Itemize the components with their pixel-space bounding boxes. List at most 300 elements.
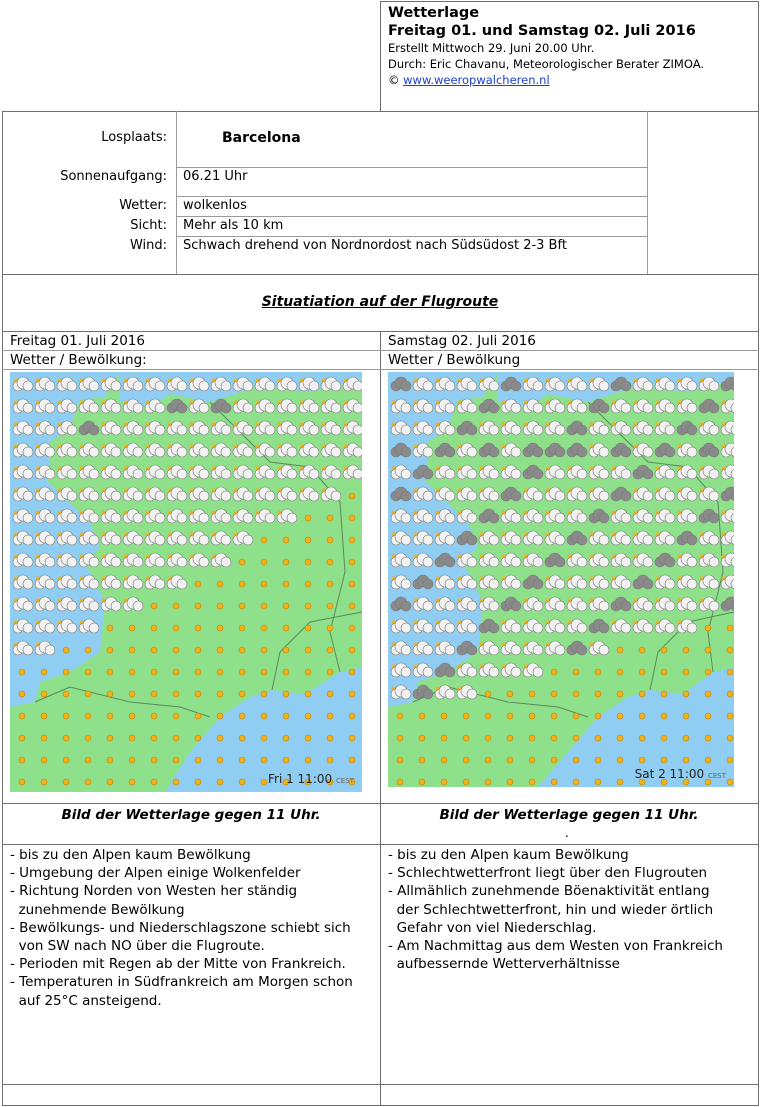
sun-icon — [441, 779, 447, 785]
sun-icon — [327, 625, 333, 631]
sun-icon — [485, 735, 491, 741]
sun-icon — [661, 647, 667, 653]
sun-icon — [705, 669, 711, 675]
sun-icon — [129, 647, 135, 653]
sun-icon — [283, 559, 289, 565]
header-author: Durch: Eric Chavanu, Meteorologischer Berater ZIMOA. — [388, 57, 705, 71]
day2-caption-extra: . — [565, 826, 569, 840]
sun-icon — [639, 691, 645, 697]
sun-icon — [463, 713, 469, 719]
sun-icon — [349, 559, 355, 565]
bullet-line: - Richtung Norden von Westen her ständig — [10, 883, 298, 900]
sun-icon — [173, 757, 179, 763]
sun-icon — [727, 713, 733, 719]
sun-icon — [529, 735, 535, 741]
sun-icon — [283, 537, 289, 543]
sun-icon — [217, 757, 223, 763]
sun-icon — [195, 669, 201, 675]
sun-icon — [441, 735, 447, 741]
sun-icon — [283, 647, 289, 653]
sun-icon — [463, 757, 469, 763]
sun-icon — [639, 669, 645, 675]
sun-icon — [617, 713, 623, 719]
column-divider — [380, 331, 381, 1106]
sun-icon — [639, 735, 645, 741]
sun-icon — [129, 757, 135, 763]
sun-icon — [617, 691, 623, 697]
sun-icon — [327, 691, 333, 697]
day1-date: Freitag 01. Juli 2016 — [10, 333, 145, 349]
sun-icon — [595, 691, 601, 697]
sun-icon — [485, 757, 491, 763]
sun-icon — [151, 757, 157, 763]
header-border-left — [380, 1, 381, 111]
info-label-sonnenaufgang: Sonnenaufgang: — [60, 169, 167, 184]
sun-icon — [727, 691, 733, 697]
sun-icon — [217, 581, 223, 587]
sun-icon — [529, 691, 535, 697]
sun-icon — [129, 779, 135, 785]
bullet-line: - bis zu den Alpen kaum Bewölkung — [388, 847, 629, 863]
sun-icon — [661, 713, 667, 719]
bullet-line: - Schlechtwetterfront liegt über den Flugrouten — [388, 865, 708, 882]
sun-icon — [305, 515, 311, 521]
sun-icon — [41, 713, 47, 719]
sun-icon — [727, 735, 733, 741]
sun-icon — [705, 625, 711, 631]
bullet-line: - bis zu den Alpen kaum Bewölkung — [10, 847, 251, 863]
header-border-top — [380, 1, 759, 2]
sun-icon — [485, 713, 491, 719]
sun-icon — [661, 757, 667, 763]
info-label-losplaats: Losplaats: — [101, 130, 167, 145]
bullet-line: - Perioden mit Regen ab der Mitte von Frankreich. — [10, 956, 346, 973]
sun-icon — [239, 669, 245, 675]
sun-icon — [261, 647, 267, 653]
map-friday-timestamp — [268, 772, 354, 786]
website-link[interactable]: www.weeropwalcheren.nl — [403, 73, 550, 87]
map-saturday-tz: CEST — [707, 772, 726, 780]
captions-border-top — [2, 803, 759, 804]
info-divider-v2 — [647, 111, 648, 275]
sun-icon — [283, 603, 289, 609]
sun-icon — [85, 713, 91, 719]
sun-icon — [441, 757, 447, 763]
sun-icon — [261, 581, 267, 587]
sun-icon — [327, 757, 333, 763]
cloud-icon — [721, 399, 734, 413]
sun-icon — [129, 735, 135, 741]
cloud-icon — [721, 509, 734, 523]
bullet-line: der Schlechtwetterfront, hin und wieder örtlich — [388, 901, 714, 918]
sun-icon — [305, 559, 311, 565]
sun-icon — [85, 757, 91, 763]
sun-icon — [151, 779, 157, 785]
sun-icon — [573, 757, 579, 763]
sun-icon — [63, 735, 69, 741]
sun-icon — [261, 779, 267, 785]
sun-icon — [551, 779, 557, 785]
sun-icon — [683, 757, 689, 763]
sun-icon — [261, 669, 267, 675]
sun-icon — [41, 757, 47, 763]
sun-icon — [573, 669, 579, 675]
sun-icon — [239, 647, 245, 653]
sun-icon — [349, 581, 355, 587]
info-line — [176, 167, 647, 168]
sun-icon — [217, 647, 223, 653]
sun-icon — [727, 647, 733, 653]
sun-icon — [617, 779, 623, 785]
sun-icon — [217, 691, 223, 697]
sun-icon — [349, 537, 355, 543]
day2-subhead: Wetter / Bewölkung — [388, 352, 521, 368]
sun-icon — [151, 713, 157, 719]
sun-icon — [85, 735, 91, 741]
sun-icon — [283, 625, 289, 631]
sun-icon — [595, 735, 601, 741]
sun-icon — [463, 779, 469, 785]
bullet-line: aufbessernde Wetterverhältnisse — [388, 956, 620, 973]
bullet-line: - Bewölkungs- und Niederschlagszone schiebt sich — [10, 919, 351, 936]
sun-icon — [485, 691, 491, 697]
sun-icon — [173, 691, 179, 697]
sun-icon — [19, 669, 25, 675]
sun-icon — [19, 735, 25, 741]
header-copyright — [388, 72, 756, 88]
info-value-wetter: wolkenlos — [183, 198, 247, 213]
sun-icon — [705, 647, 711, 653]
map-friday-tz: CEST — [335, 777, 354, 785]
cloud-icon — [721, 443, 734, 457]
info-value-wind: Schwach drehend von Nordnordost nach Südsüdost 2-3 Bft — [183, 238, 567, 253]
sun-icon — [727, 669, 733, 675]
sun-icon — [573, 713, 579, 719]
sun-icon — [239, 713, 245, 719]
sun-icon — [63, 647, 69, 653]
sun-icon — [107, 757, 113, 763]
info-line — [176, 196, 647, 197]
sun-icon — [529, 757, 535, 763]
bullet-line: auf 25°C ansteigend. — [10, 992, 162, 1009]
info-border-top — [2, 111, 759, 112]
sun-icon — [305, 757, 311, 763]
weather-map-friday-graphic — [10, 372, 362, 792]
bullet-line: - Temperaturen in Südfrankreich am Morgen schon — [10, 974, 353, 991]
cloud-icon — [721, 575, 734, 589]
weather-map-friday — [10, 372, 362, 792]
sun-icon — [705, 735, 711, 741]
sun-icon — [639, 757, 645, 763]
info-label-wind: Wind: — [129, 238, 167, 253]
sun-icon — [327, 559, 333, 565]
info-value-sonnenaufgang: 06.21 Uhr — [183, 169, 248, 184]
sun-icon — [397, 713, 403, 719]
sun-icon — [551, 713, 557, 719]
cloud-icon — [721, 531, 734, 545]
sun-icon — [217, 735, 223, 741]
sun-icon — [419, 757, 425, 763]
sun-icon — [617, 669, 623, 675]
sun-icon — [239, 625, 245, 631]
sun-icon — [507, 691, 513, 697]
sun-icon — [195, 735, 201, 741]
sun-icon — [283, 669, 289, 675]
sun-icon — [305, 581, 311, 587]
sun-icon — [217, 625, 223, 631]
sun-icon — [283, 691, 289, 697]
sun-icon — [595, 713, 601, 719]
sun-icon — [661, 691, 667, 697]
copyright-symbol: © — [388, 73, 400, 87]
sun-icon — [217, 603, 223, 609]
sun-icon — [63, 691, 69, 697]
columns-line — [2, 350, 759, 351]
header-title: Wetterlage — [388, 5, 480, 21]
sun-icon — [639, 713, 645, 719]
sun-icon — [239, 735, 245, 741]
sun-icon — [283, 713, 289, 719]
sun-icon — [195, 757, 201, 763]
sun-icon — [283, 735, 289, 741]
sun-icon — [529, 779, 535, 785]
sun-icon — [129, 625, 135, 631]
sun-icon — [173, 603, 179, 609]
sun-icon — [261, 735, 267, 741]
sun-icon — [551, 757, 557, 763]
sun-icon — [151, 735, 157, 741]
sun-icon — [129, 691, 135, 697]
sun-icon — [349, 735, 355, 741]
sun-icon — [195, 647, 201, 653]
sun-icon — [705, 691, 711, 697]
sun-icon — [41, 669, 47, 675]
cloud-icon — [721, 421, 734, 435]
sun-icon — [639, 647, 645, 653]
sun-icon — [151, 625, 157, 631]
sun-icon — [305, 691, 311, 697]
sun-icon — [305, 603, 311, 609]
route-section-title: Situatiation auf der Flugroute — [261, 294, 499, 310]
sun-icon — [551, 691, 557, 697]
sun-icon — [397, 735, 403, 741]
sun-icon — [217, 779, 223, 785]
sun-icon — [63, 669, 69, 675]
cloud-icon — [721, 553, 734, 567]
columns-line — [2, 369, 759, 370]
header-block — [388, 4, 756, 88]
sun-icon — [173, 669, 179, 675]
day2-date: Samstag 02. Juli 2016 — [388, 333, 536, 349]
sun-icon — [419, 735, 425, 741]
bullet-line: zunehmende Bewölkung — [10, 901, 185, 918]
sun-icon — [349, 713, 355, 719]
sun-icon — [261, 559, 267, 565]
sun-icon — [349, 603, 355, 609]
sun-icon — [85, 647, 91, 653]
sun-icon — [327, 713, 333, 719]
sun-icon — [349, 493, 355, 499]
info-value-losplaats: Barcelona — [222, 130, 301, 146]
sun-icon — [41, 691, 47, 697]
sun-icon — [85, 691, 91, 697]
sun-icon — [107, 691, 113, 697]
sun-icon — [195, 779, 201, 785]
sun-icon — [661, 669, 667, 675]
day1-bullets — [10, 846, 376, 1010]
info-line — [176, 236, 647, 237]
sun-icon — [261, 603, 267, 609]
weather-map-saturday-graphic — [388, 372, 734, 787]
sun-icon — [683, 647, 689, 653]
sun-icon — [173, 625, 179, 631]
sun-icon — [41, 735, 47, 741]
sun-icon — [63, 779, 69, 785]
sun-icon — [173, 647, 179, 653]
sun-icon — [683, 735, 689, 741]
sun-icon — [305, 713, 311, 719]
sun-icon — [195, 691, 201, 697]
info-label-sicht: Sicht: — [130, 218, 167, 233]
sun-icon — [305, 735, 311, 741]
sun-icon — [595, 757, 601, 763]
sun-icon — [349, 669, 355, 675]
sun-icon — [705, 713, 711, 719]
sun-icon — [683, 691, 689, 697]
sun-icon — [305, 669, 311, 675]
sun-icon — [129, 713, 135, 719]
info-line — [176, 216, 647, 217]
info-value-sicht: Mehr als 10 km — [183, 218, 284, 233]
sun-icon — [551, 735, 557, 741]
sun-icon — [195, 625, 201, 631]
sun-icon — [283, 581, 289, 587]
sun-icon — [239, 603, 245, 609]
day2-bullets — [388, 846, 754, 973]
sun-icon — [19, 757, 25, 763]
sun-icon — [239, 559, 245, 565]
sun-icon — [107, 779, 113, 785]
sun-icon — [151, 647, 157, 653]
sun-icon — [573, 691, 579, 697]
sun-icon — [507, 713, 513, 719]
bullets-border-bottom — [2, 1084, 759, 1085]
sun-icon — [19, 779, 25, 785]
info-label-wetter: Wetter: — [119, 198, 167, 213]
sun-icon — [239, 757, 245, 763]
sun-icon — [485, 779, 491, 785]
sun-icon — [41, 779, 47, 785]
sun-icon — [107, 735, 113, 741]
sun-icon — [573, 779, 579, 785]
sun-icon — [463, 735, 469, 741]
sun-icon — [305, 537, 311, 543]
sun-icon — [349, 647, 355, 653]
sun-icon — [419, 713, 425, 719]
page-border-right — [758, 1, 759, 1106]
sun-icon — [573, 735, 579, 741]
sun-icon — [107, 647, 113, 653]
page-border-bottom — [2, 1105, 759, 1106]
day1-subhead: Wetter / Bewölkung: — [10, 352, 147, 368]
sun-icon — [85, 779, 91, 785]
sun-icon — [349, 625, 355, 631]
sun-icon — [261, 625, 267, 631]
sun-icon — [173, 779, 179, 785]
sun-icon — [617, 757, 623, 763]
sun-icon — [327, 735, 333, 741]
sun-icon — [507, 779, 513, 785]
map-saturday-timestamp — [635, 767, 726, 781]
sun-icon — [661, 735, 667, 741]
sun-icon — [327, 603, 333, 609]
sun-icon — [349, 757, 355, 763]
weather-map-saturday — [388, 372, 734, 787]
header-subtitle: Freitag 01. und Samstag 02. Juli 2016 — [388, 23, 696, 39]
sun-icon — [261, 713, 267, 719]
day1-caption: Bild der Wetterlage gegen 11 Uhr. — [61, 807, 321, 823]
sun-icon — [151, 669, 157, 675]
sun-icon — [507, 757, 513, 763]
sun-icon — [327, 515, 333, 521]
sun-icon — [173, 735, 179, 741]
map-friday-time: Fri 1 11:00 — [267, 772, 333, 786]
sun-icon — [261, 691, 267, 697]
sun-icon — [283, 757, 289, 763]
map-saturday-time: Sat 2 11:00 — [634, 767, 705, 781]
sun-icon — [239, 779, 245, 785]
sun-icon — [151, 691, 157, 697]
sun-icon — [195, 603, 201, 609]
sun-icon — [683, 669, 689, 675]
sun-icon — [595, 779, 601, 785]
sun-icon — [551, 669, 557, 675]
sun-icon — [397, 757, 403, 763]
sun-icon — [727, 625, 733, 631]
sun-icon — [261, 757, 267, 763]
sun-icon — [217, 713, 223, 719]
sun-icon — [327, 581, 333, 587]
sun-icon — [19, 691, 25, 697]
header-created: Erstellt Mittwoch 29. Juni 20.00 Uhr. — [388, 41, 595, 55]
sun-icon — [327, 647, 333, 653]
bullet-line: - Allmählich zunehmende Böenaktivität entlang — [388, 883, 710, 900]
sun-icon — [419, 779, 425, 785]
day2-caption: Bild der Wetterlage gegen 11 Uhr. — [439, 807, 699, 823]
info-divider-v — [176, 111, 177, 275]
sun-icon — [261, 537, 267, 543]
sun-icon — [107, 713, 113, 719]
sun-icon — [327, 669, 333, 675]
sun-icon — [173, 713, 179, 719]
sun-icon — [397, 779, 403, 785]
sun-icon — [705, 757, 711, 763]
sun-icon — [617, 735, 623, 741]
info-border-bottom — [2, 274, 759, 275]
sun-icon — [349, 515, 355, 521]
sun-icon — [63, 713, 69, 719]
sun-icon — [727, 757, 733, 763]
sun-icon — [727, 779, 733, 785]
sun-icon — [85, 669, 91, 675]
sun-icon — [19, 713, 25, 719]
sun-icon — [617, 647, 623, 653]
sun-icon — [63, 757, 69, 763]
sun-icon — [305, 625, 311, 631]
sun-icon — [441, 713, 447, 719]
sun-icon — [239, 581, 245, 587]
sun-icon — [349, 691, 355, 697]
